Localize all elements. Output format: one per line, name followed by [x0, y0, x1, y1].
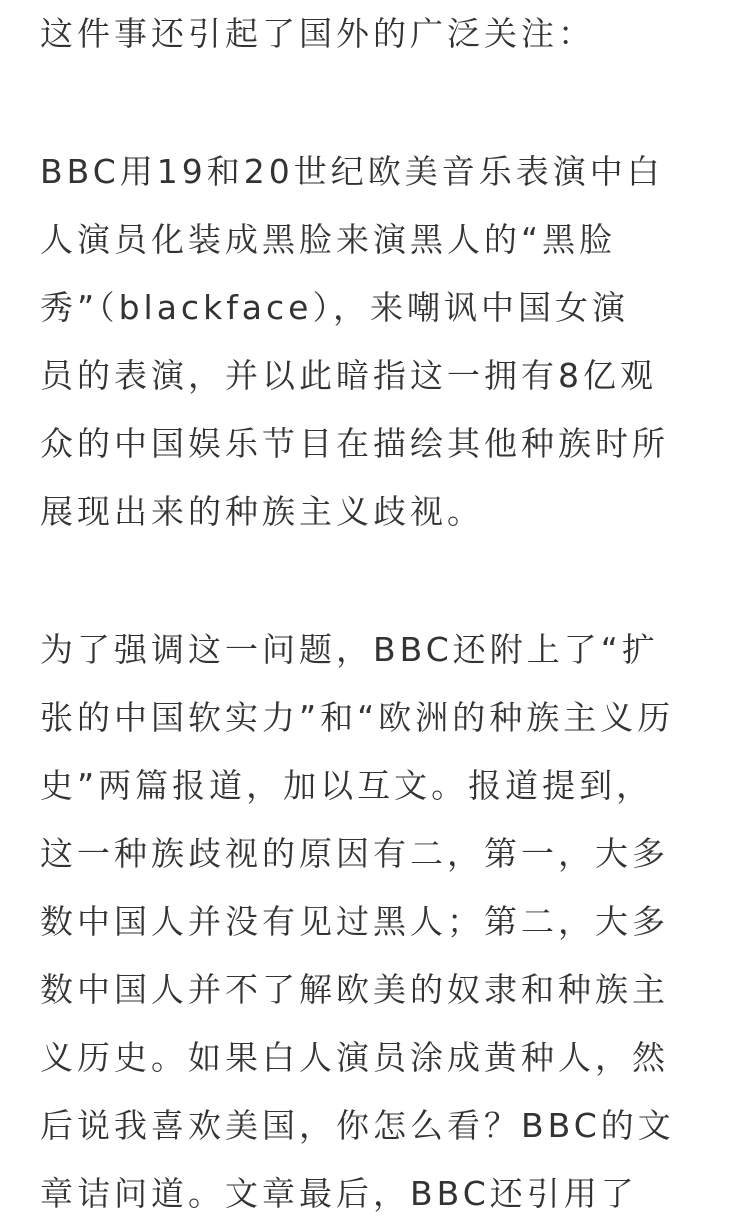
text-line: 这件事还引起了国外的广泛关注：: [40, 14, 595, 53]
text-line: 史”两篇报道，加以互文。报道提到，: [40, 766, 654, 805]
text-line: 后说我喜欢美国，你怎么看？BBC的文: [40, 1106, 675, 1145]
paragraph-1: [40, 0, 720, 68]
text-line: 人演员化装成黑脸来演黑人的“黑脸: [40, 220, 617, 259]
text-line: 章诘问道。文章最后，BBC还引用了: [40, 1174, 638, 1213]
text-line: 张的中国软实力”和“欧洲的种族主义历: [40, 698, 675, 737]
text-line: 数中国人并没有见过黑人；第二，大多: [40, 902, 669, 941]
paragraph-3: [40, 616, 720, 1228]
text-line: 众的中国娱乐节目在描绘其他种族时所: [40, 424, 669, 463]
paragraph-2: [40, 138, 720, 546]
paragraph-gap: [40, 68, 720, 138]
article-body: [40, 0, 720, 1228]
text-line: BBC用19和20世纪欧美音乐表演中白: [40, 152, 664, 191]
text-line: 数中国人并不了解欧美的奴隶和种族主: [40, 970, 669, 1009]
text-line: 这一种族歧视的原因有二，第一，大多: [40, 834, 669, 873]
text-line: 为了强调这一问题，BBC还附上了“扩: [40, 630, 659, 669]
text-line: 展现出来的种族主义歧视。: [40, 492, 484, 531]
text-line: 义历史。如果白人演员涂成黄种人，然: [40, 1038, 669, 1077]
paragraph-gap: [40, 546, 720, 616]
text-line: 秀”（blackface），来嘲讽中国女演: [40, 288, 629, 327]
text-line: 员的表演，并以此暗指这一拥有8亿观: [40, 356, 657, 395]
